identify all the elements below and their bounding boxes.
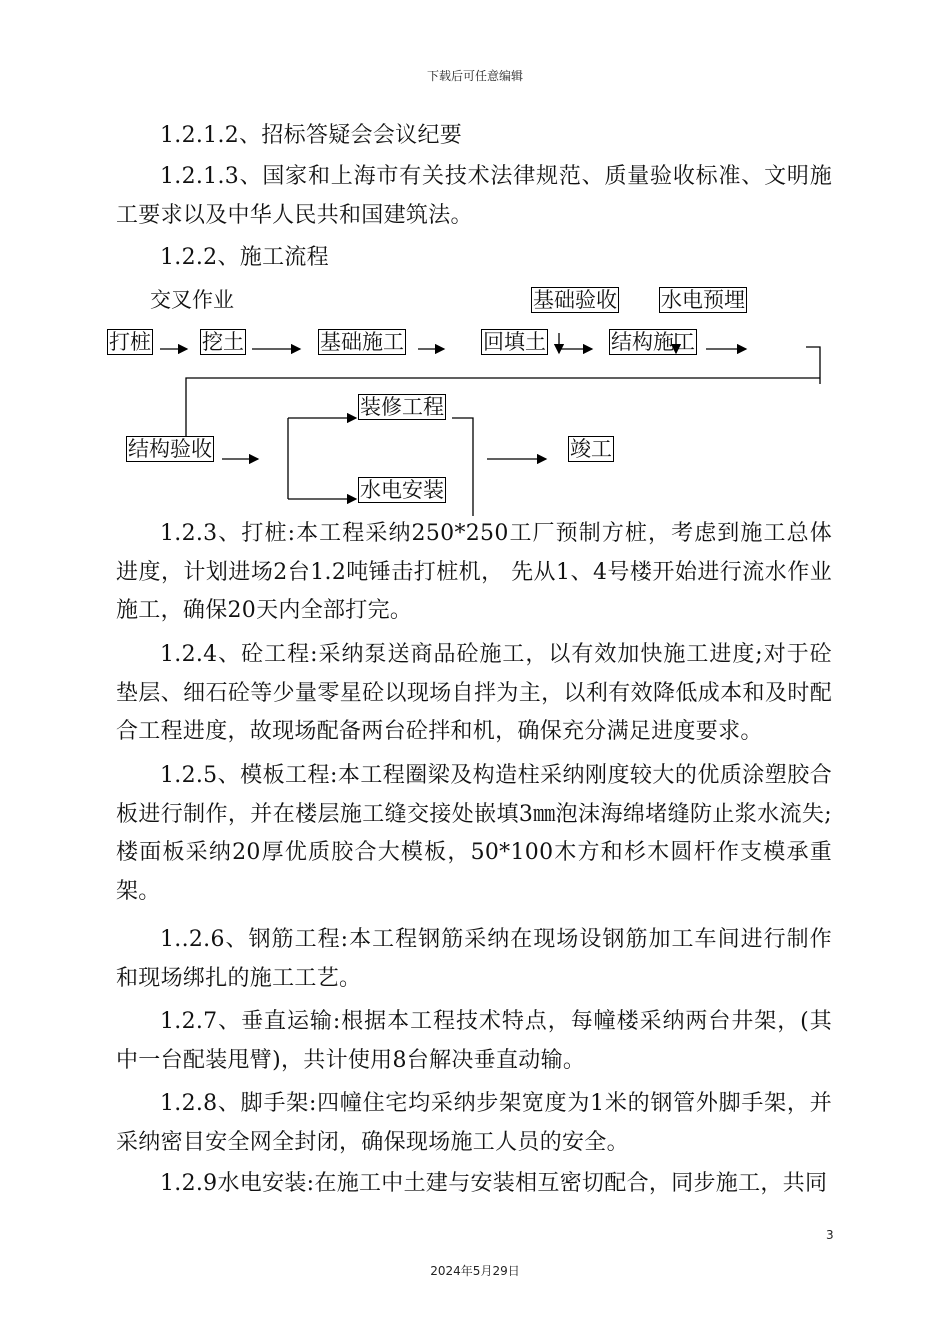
node-foundation-acceptance: 基础验收 xyxy=(533,288,617,312)
node-structure-construction: 结构施工 xyxy=(611,330,695,354)
node-backfill: 回填土 xyxy=(483,330,546,354)
paragraph-1-2-1-3: 1.2.1.3、国家和上海市有关技术法律规范、质量验收标准、文明施工要求以及中华人民共和国建筑法。 xyxy=(116,164,832,228)
node-mep-installation: 水电安装 xyxy=(360,478,444,502)
label-cross-work: 交叉作业 xyxy=(150,288,234,312)
paragraph-1-2-9: 1.2.9水电安装:在施工中土建与安装相互密切配合，同步施工，共同 xyxy=(160,1171,828,1196)
node-piling: 打桩 xyxy=(109,330,151,354)
node-mep-embedding: 水电预埋 xyxy=(661,288,745,312)
paragraph-1-2-2: 1.2.2、施工流程 xyxy=(160,245,329,270)
page-header: 下载后可任意编辑 xyxy=(426,69,523,83)
connector-merge-vertical xyxy=(452,418,473,516)
paragraph-1-2-7: 1.2.7、垂直运输:根据本工程技术特点，每幢楼采纳两台井架，(其中一台配装甩臂)，共计使用8台解决垂直动输。 xyxy=(116,1009,832,1073)
paragraph-1-2-5: 1.2.5、模板工程:本工程圈梁及构造柱采纳刚度较大的优质涂塑胶合板进行制作，并在楼层施工缝交接处嵌填3㎜泡沫海绵堵缝防止浆水流失;楼面板采纳20厚优质胶合大模板，50*100木方和杉木圆杆作支模承重架。 xyxy=(116,763,832,904)
node-structure-acceptance: 结构验收 xyxy=(128,437,212,461)
page-number: 3 xyxy=(826,1228,834,1242)
paragraph-1-2-1-2: 1.2.1.2、招标答疑会会议纪要 xyxy=(160,123,463,148)
paragraph-1-2-8: 1.2.8、脚手架:四幢住宅均采纳步架宽度为1米的钢管外脚手架，并采纳密目安全网全封闭，确保现场施工人员的安全。 xyxy=(116,1091,832,1155)
node-excavation: 挖土 xyxy=(202,330,244,354)
page-footer-date: 2024年5月29日 xyxy=(430,1264,520,1278)
node-foundation-construction: 基础施工 xyxy=(320,330,404,354)
paragraph-1-2-3: 1.2.3、打桩:本工程采纳250*250工厂预制方桩，考虑到施工总体进度，计划进场2台1.2吨锤击打桩机， 先从1、4号楼开始进行流水作业施工，确保20天内全部打完。 xyxy=(116,521,832,623)
paragraph-1-2-4: 1.2.4、砼工程:采纳泵送商品砼施工，以有效加快施工进度;对于砼垫层、细石砼等少量零星砼以现场自拌为主，以利有效降低成本和及时配合工程进度，故现场配备两台砼拌和机，确保充分满足进度要求。 xyxy=(116,642,832,744)
node-completion: 竣工 xyxy=(570,437,612,461)
paragraph-1-2-6: 1..2.6、钢筋工程:本工程钢筋采纳在现场设钢筋加工车间进行制作和现场绑扎的施工工艺。 xyxy=(116,927,832,991)
connector-return-line xyxy=(186,378,820,437)
node-decoration: 装修工程 xyxy=(360,395,444,419)
